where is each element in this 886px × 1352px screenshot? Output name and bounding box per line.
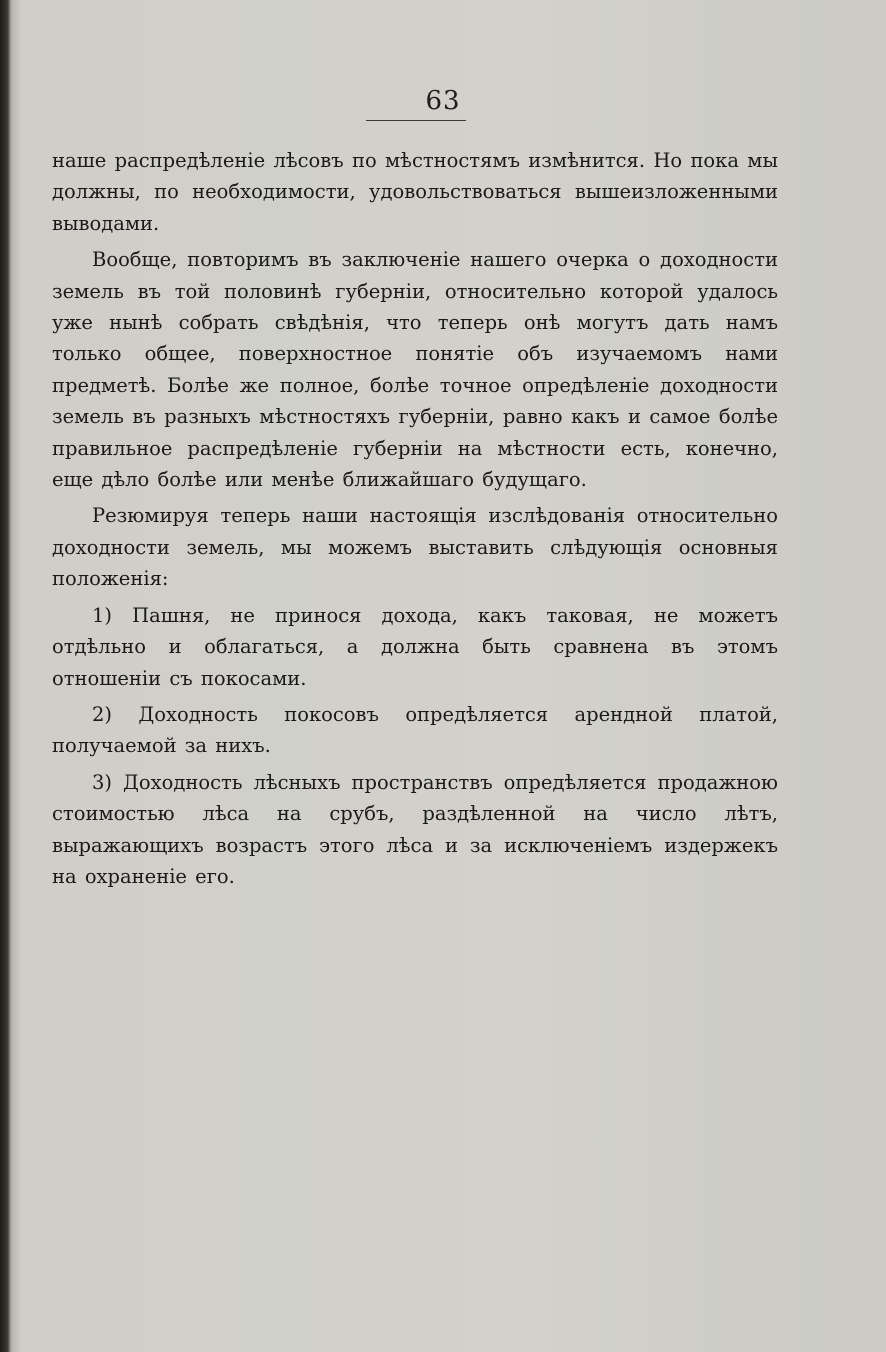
paragraph-point-3: 3) Доходность лѣсныхъ пространствъ опредѣляется продажною стоимостью лѣса на срубъ, раздѣленной на число лѣтъ, выражающихъ возрастъ этого лѣса и за исключеніемъ издержекъ на охраненіе его. [52,770,778,888]
page-number-rule [366,120,466,121]
paragraph-conclusions-intro: Резюмируя теперь наши настоящія изслѣдованія относительно доходности земель, мы можемъ выставить слѣдующія основныя положенія: [52,504,778,591]
book-spine-shadow [0,0,10,1352]
paragraph-summary: Вообще, повторимъ въ заключеніе нашего очерка о доходности земель въ той половинѣ губерніи, относительно которой удалось уже нынѣ собрать свѣдѣнія, что теперь онѣ могутъ дать намъ только общее, поверхностное понятіе объ изучаемомъ нами предметѣ. Болѣе же полное, болѣе точное опредѣленіе доходности земель въ разныхъ мѣстностяхъ губерніи, равно какъ и самое болѣе правильное распредѣленіе губерніи на мѣстности есть, конечно, еще дѣло болѣе или менѣе ближайшаго будущаго. [52,248,778,492]
paragraph-point-2: 2) Доходность покосовъ опредѣляется арендной платой, получаемой за нихъ. [52,702,778,758]
page-number: 63 [425,86,461,116]
paragraph-point-1: 1) Пашня, не принося дохода, какъ таковая, не можетъ отдѣльно и облагаться, а должна быть сравнена въ этомъ отношеніи съ покосами. [52,603,778,690]
paragraph-continuation: наше распредѣленіе лѣсовъ по мѣстностямъ измѣнится. Но пока мы должны, по необходимости, удовольствоваться вышеизложенными выводами. [52,149,778,235]
body-text [52,145,778,892]
